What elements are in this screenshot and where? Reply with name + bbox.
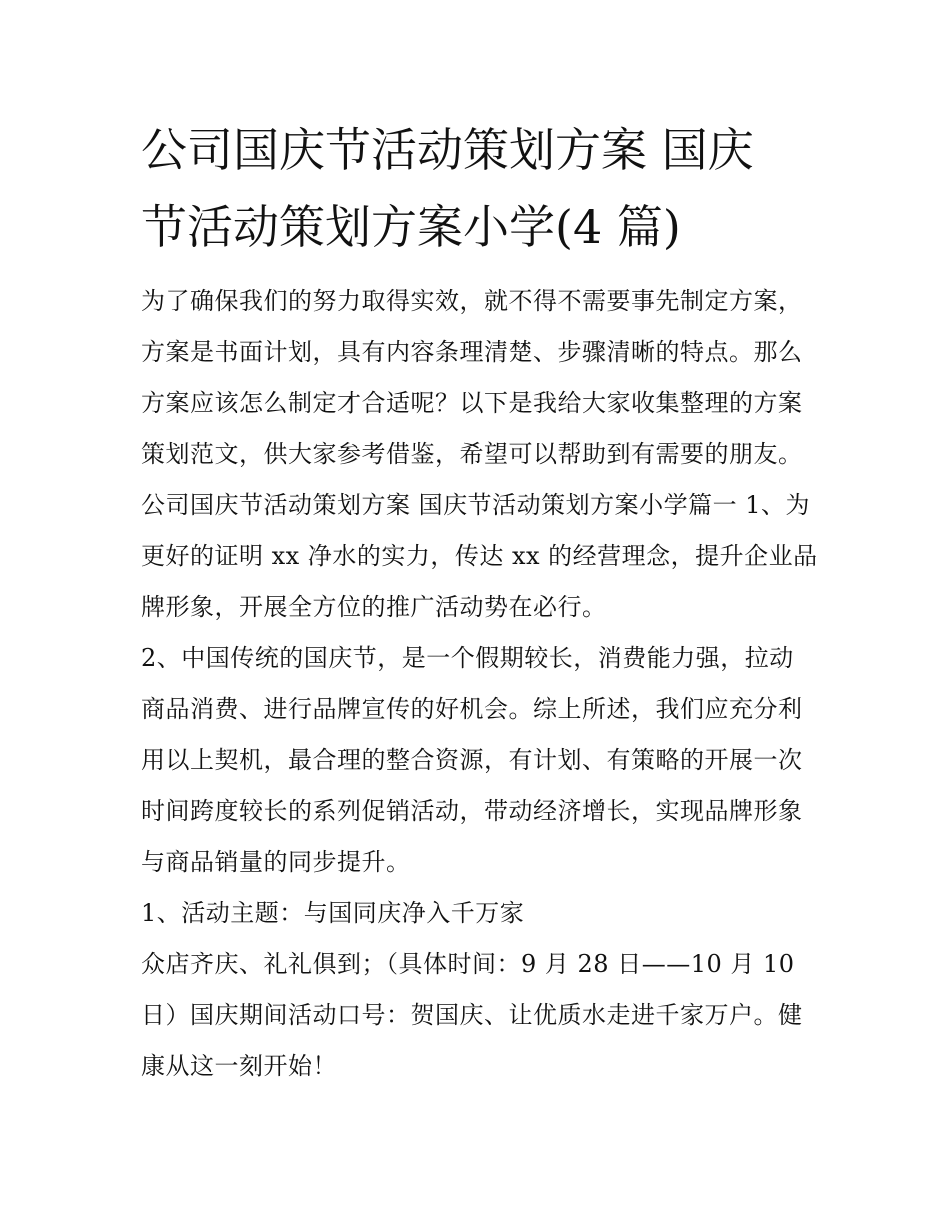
paragraph-intro (141, 276, 816, 633)
text-line: 2、中国传统的国庆节，是一个假期较长，消费能力强，拉动 (141, 644, 794, 672)
text-line: 日）国庆期间活动口号：贺国庆、让优质水走进千家万户。健 (141, 1001, 803, 1029)
text-line: 商品消费、进行品牌宣传的好机会。综上所述，我们应充分利 (141, 695, 803, 723)
document-title (141, 112, 816, 266)
text-line: 用以上契机，最合理的整合资源，有计划、有策略的开展一次 (141, 746, 803, 774)
title-line: 公司国庆节活动策划方案 国庆 (141, 123, 754, 177)
document-content (141, 112, 816, 1092)
text-line: 策划范文，供大家参考借鉴，希望可以帮助到有需要的朋友。 (141, 440, 803, 468)
paragraph-2 (141, 633, 816, 888)
text-line: 康从这一刻开始！ (141, 1052, 337, 1080)
text-line: 方案应该怎么制定才合适呢？以下是我给大家收集整理的方案 (141, 389, 803, 417)
text-line: 时间跨度较长的系列促销活动，带动经济增长，实现品牌形象 (141, 797, 803, 825)
paragraph-slogan (141, 939, 816, 1092)
text-line: 1、活动主题：与国同庆净入千万家 (141, 899, 525, 927)
text-line: 公司国庆节活动策划方案 国庆节活动策划方案小学篇一 1、为 (141, 491, 811, 519)
text-line: 牌形象，开展全方位的推广活动势在必行。 (141, 593, 607, 621)
text-line: 众店齐庆、礼礼俱到；（具体时间：9 月 28 日——10 月 10 (141, 950, 795, 978)
text-line: 与商品销量的同步提升。 (141, 848, 411, 876)
text-line: 更好的证明 xx 净水的实力，传达 xx 的经营理念，提升企业品 (141, 542, 818, 570)
title-line: 节活动策划方案小学(4 篇) (141, 200, 681, 254)
text-line: 为了确保我们的努力取得实效，就不得不需要事先制定方案， (141, 287, 803, 315)
text-line: 方案是书面计划，具有内容条理清楚、步骤清晰的特点。那么 (141, 338, 803, 366)
paragraph-theme (141, 888, 816, 939)
